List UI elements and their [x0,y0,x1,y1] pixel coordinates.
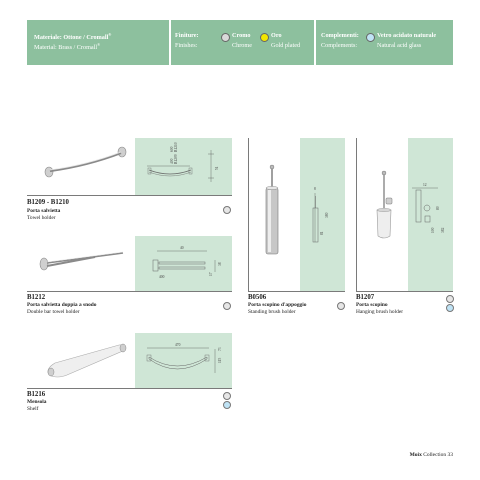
chrome-finish-indicator [223,302,231,310]
gold-swatch [260,33,269,42]
chrome-finish-indicator [223,206,231,214]
chrome-subtitle: Chrome [232,42,252,49]
material-subtitle: Material: Brass / Cromall [34,44,98,52]
accessories-block [316,20,453,65]
product-code: B1212 [27,294,46,301]
material-block [27,20,169,65]
glass-swatch [366,33,375,42]
product-name-it: Porta salvietta [27,208,61,214]
finishes-block [171,20,314,65]
towel-holder-drawing [135,138,232,195]
chrome-finish-indicator [446,295,454,303]
dim-label: B1209 [174,154,178,164]
dim-label: 38 [218,262,222,266]
divider [27,388,232,389]
page-footer [410,452,453,458]
product-name-it: Porta scopino d'appoggio [248,302,307,308]
divider [248,291,345,292]
product-code: B1209 - B1210 [27,199,69,206]
product-name-en: Towel holder [27,215,56,221]
registered-mark: ® [108,32,112,37]
dim-label: 382 [441,227,445,233]
page-number: 33 [447,452,453,458]
divider [27,291,232,292]
material-title: Materiale: Ottone / Cromall [34,34,109,42]
dim-label: 12 [423,183,427,187]
product-code: B1207 [356,294,375,301]
dim-label: 8 [314,187,316,191]
accessories-subtitle: Complements: [321,42,358,49]
divider [27,195,232,196]
product-code: B1216 [27,391,46,398]
dim-label: 81 [320,231,324,235]
dim-label: B1210 [174,142,178,152]
gold-title: Oro [271,32,282,39]
dim-label: 400 [159,275,165,279]
accessories-title: Complementi: [321,32,359,39]
hanging-brush-holder-drawing [408,138,453,291]
product-name-it: Porta salvietta doppia a snodo [27,302,97,308]
dim-label: 51 [215,166,219,170]
glass-title: Vetro acidato naturale [377,32,437,39]
dim-label: 470 [175,343,181,347]
dim-label: 100 [431,227,435,233]
dim-label: 380 [325,212,329,218]
dim-label: 17 [209,272,213,276]
product-name-it: Porta scopino [356,302,388,308]
glass-finish-indicator [446,304,454,312]
product-name-en: Standing brush holder [248,309,296,315]
double-towel-holder-drawing [135,236,232,291]
product-name-en: Shelf [27,406,39,412]
standing-brush-holder-drawing [300,138,345,291]
product-name-en: Double bar towel holder [27,309,80,315]
finishes-title: Finiture: [175,32,199,39]
finishes-subtitle: Finishes: [175,42,198,49]
glass-subtitle: Natural acid glass [377,42,422,49]
divider [356,291,453,292]
dim-label: 73 [218,347,222,351]
product-name-en: Hanging brush holder [356,309,404,315]
dim-label: 115 [218,357,222,363]
chrome-swatch [221,33,230,42]
gold-subtitle: Gold plated [271,42,301,49]
dim-label: 600 [170,146,174,152]
collection-label: Collection [423,452,447,458]
chrome-finish-indicator [223,392,231,400]
header-bar [27,20,453,65]
dim-label: 40 [180,246,184,250]
chrome-title: Cromo [232,32,251,39]
shelf-drawing [135,333,232,388]
product-name-it: Mensola [27,399,47,405]
glass-finish-indicator [223,401,231,409]
dim-label: 400 [170,158,174,164]
registered-mark: ® [97,42,101,47]
product-code: B0506 [248,294,267,301]
dim-label: 80 [436,206,440,210]
brand-name: Moix [409,452,422,458]
chrome-finish-indicator [337,302,345,310]
